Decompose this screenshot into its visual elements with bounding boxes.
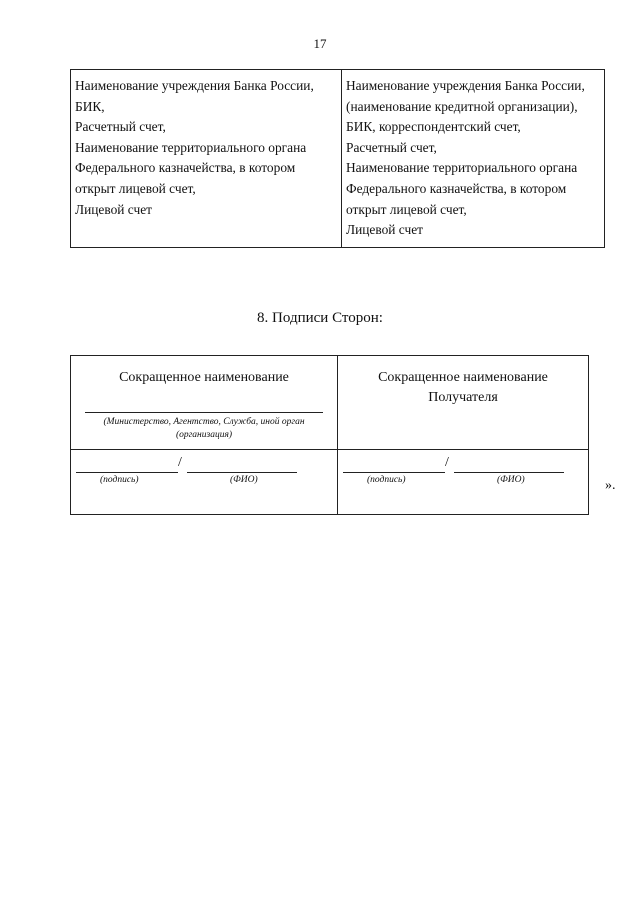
section-title: 8. Подписи Сторон:	[257, 310, 383, 326]
page-number: 17	[313, 36, 327, 51]
req-line: открыт лицевой счет,	[75, 180, 196, 196]
req-line: БИК,	[75, 98, 105, 114]
signature-slash: /	[178, 455, 182, 470]
fio-line	[454, 472, 564, 473]
fio-label: (ФИО)	[497, 475, 525, 485]
signatures-table	[70, 355, 589, 515]
req-line: Наименование территориального органа	[346, 160, 578, 176]
req-line: Федерального казначейства, в котором	[75, 160, 296, 176]
recipient-name-line: Получателя	[428, 390, 498, 405]
req-line: Наименование учреждения Банка России,	[346, 78, 585, 93]
req-line: Наименование учреждения Банка России,	[75, 78, 314, 93]
payer-short-name: Сокращенное наименование	[119, 370, 289, 385]
payer-caption: (Министерство, Агентство, Служба, иной орган (организация)	[103, 417, 305, 440]
recipient-short-name	[339, 368, 587, 408]
signature-slash: /	[445, 455, 449, 470]
req-line: Расчетный счет,	[346, 139, 437, 155]
signature-line	[343, 472, 445, 473]
req-line: Федерального казначейства, в котором	[346, 180, 567, 196]
signature-label: (подпись)	[367, 475, 406, 485]
recipient-name-line: Сокращенное наименование	[378, 370, 548, 385]
payer-name-cell	[71, 356, 338, 450]
recipient-signature-cell	[338, 450, 589, 515]
signature-label: (подпись)	[100, 475, 139, 485]
closing-quote: ».	[605, 478, 616, 493]
fio-label: (ФИО)	[230, 475, 258, 485]
requisites-table	[70, 69, 605, 248]
recipient-requisites-cell	[342, 70, 605, 248]
name-underline	[85, 412, 323, 413]
req-line: (наименование кредитной организации),	[346, 98, 578, 114]
payer-signature-cell	[71, 450, 338, 515]
req-line: Лицевой счет	[75, 201, 153, 217]
req-line: Расчетный счет,	[75, 119, 166, 135]
req-line: открыт лицевой счет,	[346, 201, 467, 217]
signature-line	[76, 472, 178, 473]
payer-requisites-cell	[71, 70, 342, 248]
recipient-name-cell	[338, 356, 589, 450]
fio-line	[187, 472, 297, 473]
req-line: БИК, корреспондентский счет,	[346, 119, 521, 135]
req-line: Наименование территориального органа	[75, 139, 307, 155]
req-line: Лицевой счет	[346, 222, 424, 238]
